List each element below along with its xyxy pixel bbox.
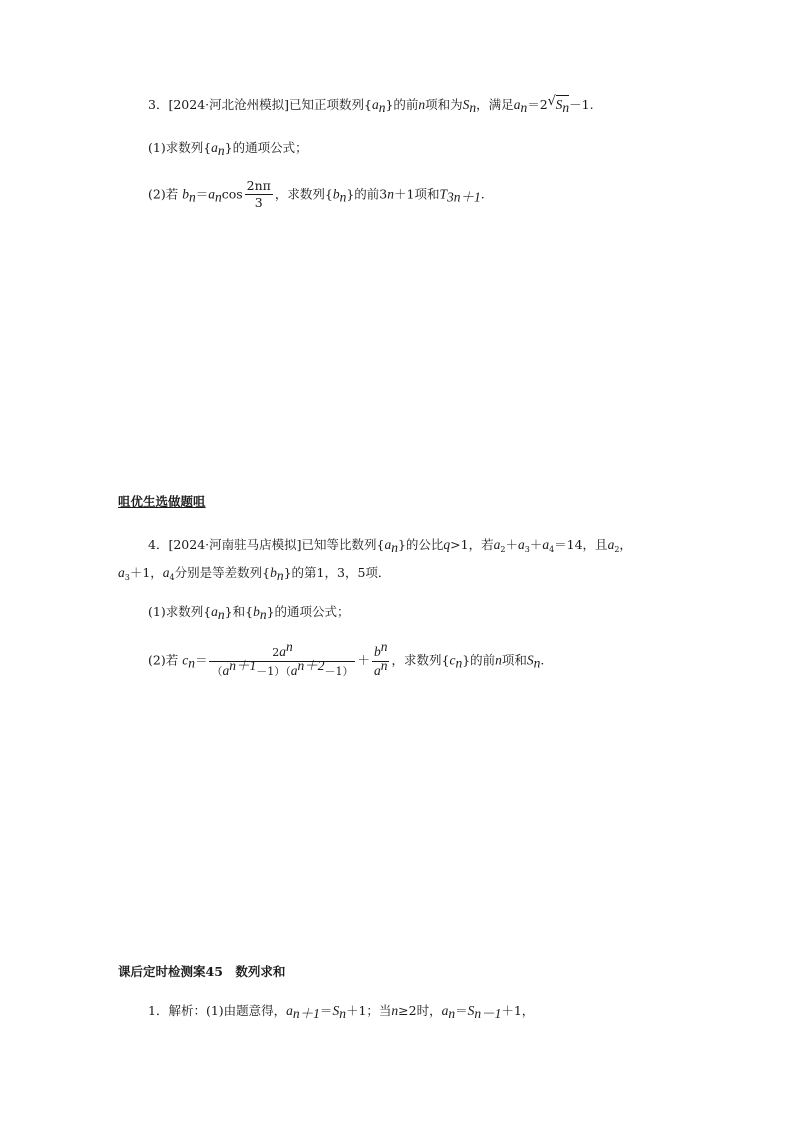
answer-line1: 1．解析：(1)由题意得，$a_{n+1}=S_n+1$；当n≥2时，$a_n=S_{n-1}+1$， [148, 1003, 535, 1021]
problem4-part2: (2)若 $c_n=$ $\frac{2a^n}{(a^{n+1}-1)(a^{n+2}-1)}$ ＋ $\frac{b^n}{a^n}$ ，求数列$\{c_n\}$的前n项和$S_n$. [148, 639, 545, 678]
problem3-part2: (2)若 $b_n=a_n\cos$ $\frac{2n\pi}{3}$ ，求数列$\{b_n\}$的前3n＋1项和$T_{3n+1}$. [148, 178, 485, 211]
problem4-statement-line2: $a_3+1$，$a_4$分别是等差数列$\{b_n\}$的第1，3，5项． [118, 565, 391, 583]
answer-section-title: 课后定时检测案45 数列求和 [118, 964, 286, 979]
main-fraction: $\frac{2a^n}{(a^{n+1}-1)(a^{n+2}-1)}$ [211, 639, 354, 678]
problem4-statement-line1: 4．[2024·河南驻马店模拟]已知等比数列$\{a_n\}$的公比q>1，若$a_2+a_3+a_4=14$，且$a_2$， [148, 537, 632, 555]
cos-fraction: $\frac{2n\pi}{3}$ [246, 178, 271, 211]
problem3-statement: 3．[2024·河北沧州模拟]已知正项数列$\{a_n\}$的前n项和为$S_n$，满足$a_n=2$ √ $S_n-1$. [148, 94, 594, 115]
second-fraction: $\frac{b^n}{a^n}$ [373, 639, 388, 678]
problem3-part1: (1)求数列$\{a_n\}$的通项公式； [148, 140, 308, 158]
sqrt-expression: √ $S_n$ [547, 94, 570, 115]
problem4-part1: (1)求数列$\{a_n\}$和$\{b_n\}$的通项公式； [148, 604, 350, 622]
section-heading: 咀优生选做题咀 [118, 494, 206, 509]
